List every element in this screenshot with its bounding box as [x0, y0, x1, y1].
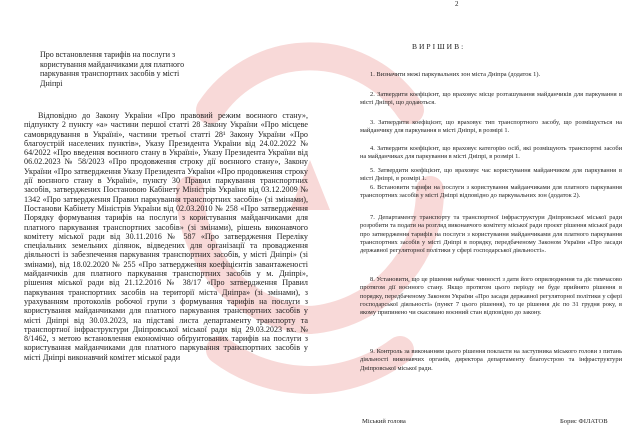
decision-item-3: 3. Затвердити коефіцієнт, що враховує тип транспортного засобу, що розміщується на майданчику для паркування в місті Дніпрі, в розмірі 1. [360, 119, 622, 135]
decision-item-5: 5. Затвердити коефіцієнт, що враховує час користування майданчиком для паркування в місті Дніпрі, в розмірі 1. [360, 167, 622, 183]
decision-item-9: 9. Контроль за виконанням цього рішення покласти на заступника міського голови з питань діяльності виконавчих органів, директора департаменту благоустрою та інфраструктури Дніпровської міської ради. [360, 348, 622, 372]
document-title: Про встановлення тарифів на послуги з користування майданчиками для платного паркування транспортних засобів у місті Дніпрі [40, 50, 185, 88]
signature-name: Борис ФІЛАТОВ [560, 418, 608, 425]
decision-item-4: 4. Затвердити коефіцієнт, що враховує категорію осіб, які розміщують транспортні засоби на майданчиках для паркування в місті Дніпрі, в розмірі 1. [360, 145, 622, 161]
decide-heading: ВИРІШИВ: [412, 42, 466, 51]
signature-position: Міський голова [362, 418, 406, 425]
decision-item-6: 6. Встановити тарифи на послуги з користування майданчиками для платного паркування транспортних засобів у місті Дніпрі відповідно до паркувальних зон (додаток 2). [360, 184, 622, 200]
decision-item-2: 2. Затвердити коефіцієнт, що враховує місце розташування майданчиків для паркування в місті Дніпрі, що додаються. [360, 91, 622, 107]
decision-item-7: 7. Департаменту транспорту та транспортної інфраструктури Дніпровської міської ради розробити та подати на розгляд виконавчого комітету міської ради проєкт рішення міської ради про затвердження тарифів на послуги з користування майданчиками для платного паркування транспортних засобів у місті Дніпрі в порядку, передбаченому Законом України «Про засади державної регуляторної політики у сфері господарської діяльності». [360, 214, 622, 255]
decision-item-8: 8. Установити, що це рішення набуває чинності з дати його оприлюднення та діє тимчасово протягом дії воєнного стану. Якщо протягом цього періоду не буде прийнято рішення в порядку, передбаченому Законом України «Про засади державної регуляторної політики у сфері господарської діяльності» (пункт 7 цього рішення), то це рішення діє по 31 грудня року, в якому припинено чи скасовано воєнний стан відповідно до закону. [360, 276, 622, 317]
preamble-text: Відповідно до Закону України «Про правовий режим воєнного стану», підпункту 2 пункту «а» частини першої статті 28 Закону України «Про місцеве самоврядування в Україні», частини третьої статті 28¹ Закону України «Про благоустрій населених пунктів», Указу Президента України від 24.02.2022 № 64/2022 «Про введення воєнного стану в Україні», Указу Президента України від 06.02.2023 № 58/2023 «Про продовження строку дії воєнного стану», Закону України «Про затвердження Указу Президента України «Про продовження строку дії воєнного стану в Україні», пункту 30 Правил паркування транспортних засобів, затверджених Постановою Кабінету Міністрів України від 03.12.2009 № 1342 «Про затвердження Правил паркування транспортних засобів» (зі змінами), Постанови Кабінету Міністрів України від 02.03.2010 № 258 «Про затвердження Порядку формування тарифів на послуги з користування майданчиками для платного паркування транспортних засобів» (зі змінами), рішень виконавчого комітету міської ради від 30.11.2016 № 587 «Про затвердження Переліку спеціальних земельних ділянок, відведених для організації та провадження діяльності із забезпечення паркування транспортних засобів, у місті Дніпрі» (зі змінами), від 18.02.2020 № 255 «Про затвердження коефіцієнтів завантаженості майданчиків для платного паркування транспортних засобів у м. Дніпрі», рішення міської ради від 21.12.2016 № 38/17 «Про затвердження Правил паркування транспортних засобів на території міста Дніпра» (зі змінами), з урахуванням протоколів робочої групи з формування тарифів на послуги з користування майданчиками для платного паркування транспортних засобів у місті Дніпрі від 30.03.2023, на підставі листа департаменту транспорту та транспортної інфраструктури Дніпровської міської ради від 29.03.2023 вх. № 8/1462, з метою встановлення економічно обґрунтованих тарифів на послуги з користування майданчиками для платного паркування транспортних засобів у місті Дніпрі виконавчий комітет міської ради [24, 111, 308, 362]
page-number: 2 [455, 0, 459, 8]
decision-item-1: 1. Визначити межі паркувальних зон міста Дніпра (додаток 1). [370, 71, 541, 78]
